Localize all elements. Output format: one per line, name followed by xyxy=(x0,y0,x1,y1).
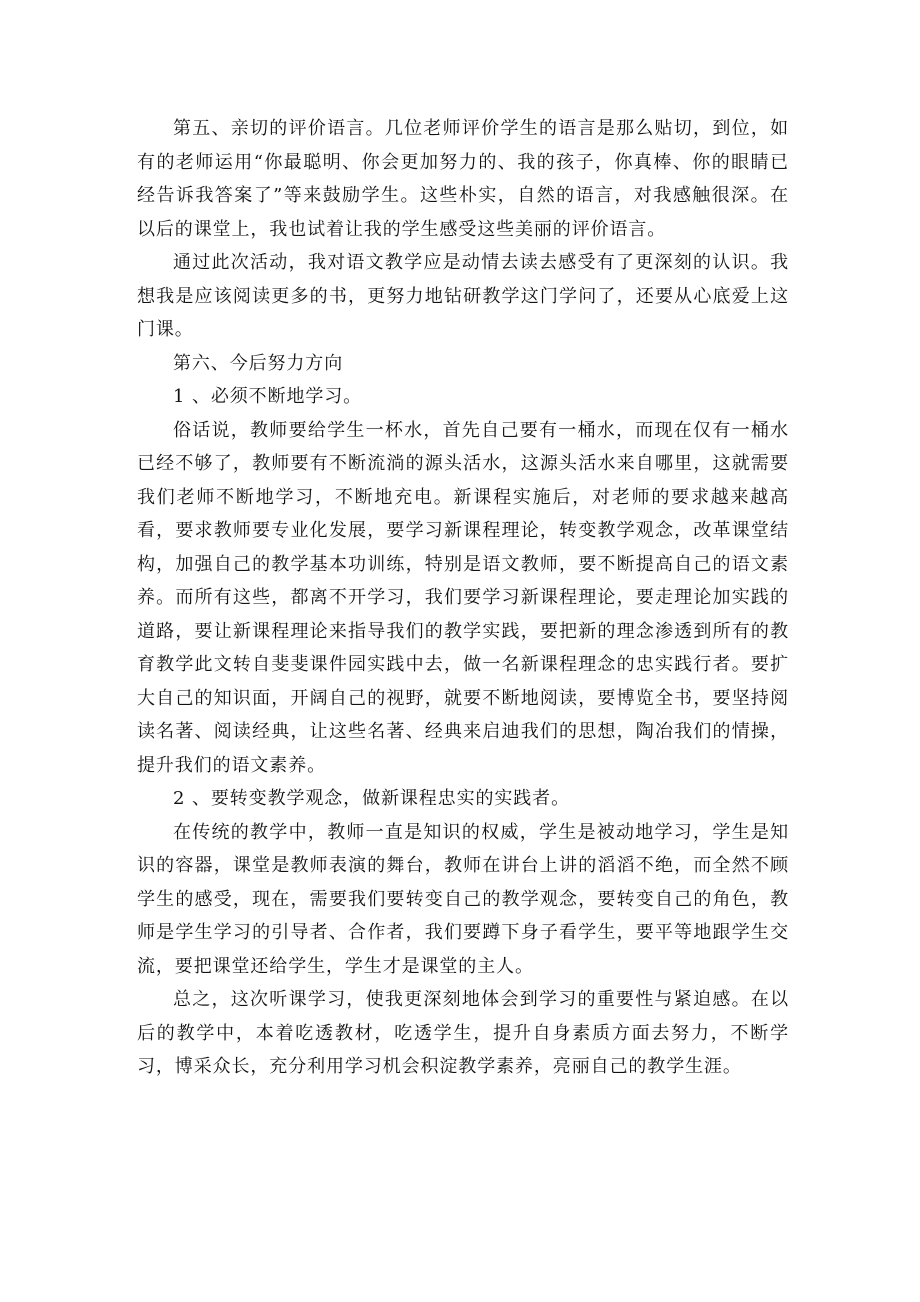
paragraph-change-concepts: 在传统的教学中，教师一直是知识的权威，学生是被动地学习，学生是知识的容器，课堂是教师表演的舞台，教师在讲台上讲的滔滔不绝，而全然不顾学生的感受，现在，需要我们要转变自己的教学观念，要转变自己的角色，教师是学生学习的引导者、合作者，我们要蹲下身子看学生，要平等地跟学生交流，要把课堂还给学生，学生才是课堂的主人。 xyxy=(137,821,789,977)
paragraph-keep-learning: 俗话说，教师要给学生一杯水，首先自己要有一桶水，而现在仅有一桶水已经不够了，教师要有不断流淌的源头活水，这源头活水来自哪里，这就需要我们老师不断地学习，不断地充电。新课程实施后，对老师的要求越来越高看，要求教师要专业化发展，要学习新课程理论，转变教学观念，改革课堂结构，加强自己的教学基本功训练，特别是语文教师，要不断提高自己的语文素养。而所有这些，都离不开学习，我们要学习新课程理论，要走理论加实践的道路，要让新课程理论来指导我们的教学实践，要把新的理念渗透到所有的教育教学此文转自斐斐课件园实践中去，做一名新课程理念的忠实践行者。要扩大自己的知识面，开阔自己的视野，就要不断地阅读，要博览全书，要坚持阅读名著、阅读经典，让这些名著、经典来启迪我们的思想，陶冶我们的情操，提升我们的语文素养。 xyxy=(137,419,789,776)
section-heading-future-direction: 第六、今后努力方向 xyxy=(173,352,344,374)
paragraph-evaluation-language: 第五、亲切的评价语言。几位老师评价学生的语言是那么贴切，到位，如有的老师运用“你最聪明、你会更加努力的、我的孩子，你真棒、你的眼睛已经告诉我答案了”等来鼓励学生。这些朴实，自然的语言，对我感触很深。在以后的课堂上，我也试着让我的学生感受这些美丽的评价语言。 xyxy=(137,118,789,240)
paragraph-activity-reflection: 通过此次活动，我对语文教学应是动情去读去感受有了更深刻的认识。我想我是应该阅读更多的书，更努力地钻研教学这门学问了，还要从心底爱上这门课。 xyxy=(137,252,789,340)
paragraph-conclusion: 总之，这次听课学习，使我更深刻地体会到学习的重要性与紧迫感。在以后的教学中，本着吃透教材，吃透学生，提升自身素质方面去努力，不断学习，博采众长，充分利用学习机会积淀教学素养，亮丽自己的教学生涯。 xyxy=(137,989,789,1077)
subheading-change-concepts: 2 、要转变教学观念，做新课程忠实的实践者。 xyxy=(173,788,570,809)
subheading-keep-learning: 1 、必须不断地学习。 xyxy=(173,386,363,407)
document-body xyxy=(137,112,789,1084)
